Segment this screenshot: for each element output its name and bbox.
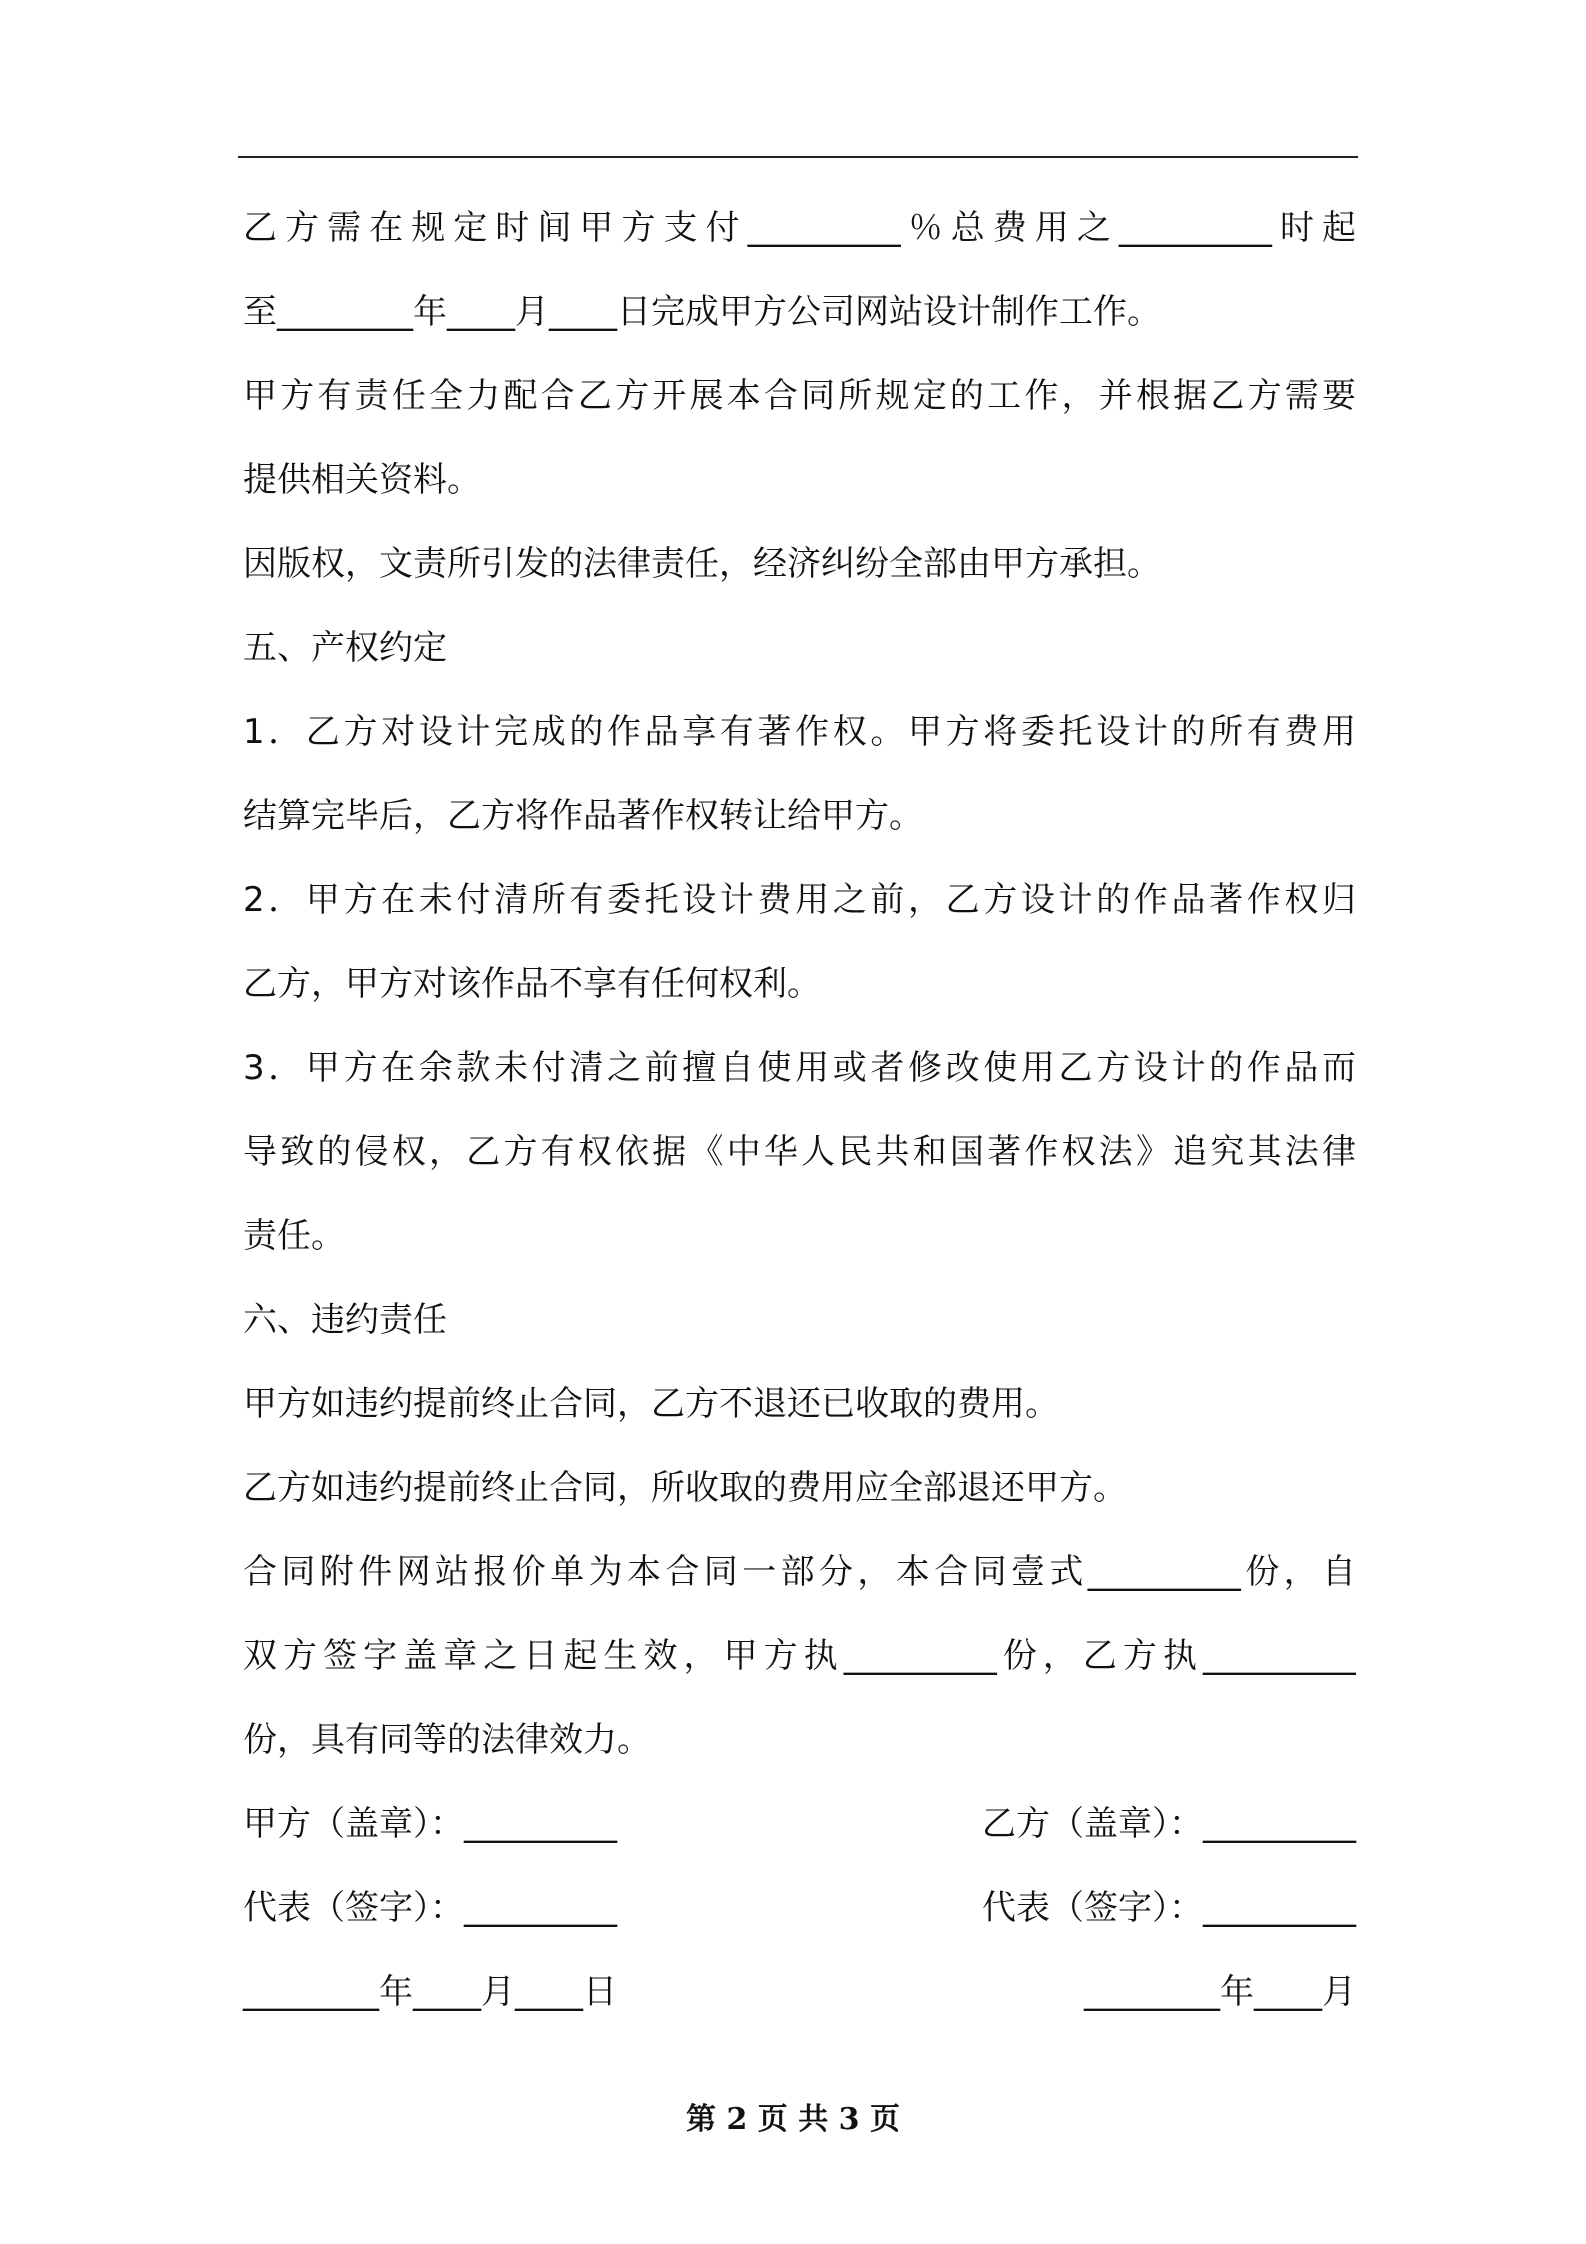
seal-row [243,1782,1356,1866]
paragraph-line: 甲方如违约提前终止合同，乙方不退还已收取的费用。 [243,1384,1059,1424]
paragraph-line: 提供相关资料。 [243,460,481,500]
section-heading: 五、产权约定 [243,628,447,668]
paragraph-line: 因版权，文责所引发的法律责任，经济纠纷全部由甲方承担。 [243,544,1161,584]
party-a-representative: 代表（签字）：_________ [243,1888,617,1928]
page-number: 第 2 页 共 3 页 [686,2102,900,2137]
party-a-seal: 甲方（盖章）：_________ [243,1804,617,1844]
document-body [243,186,1356,2034]
party-b-representative: 代表（签字）：_________ [982,1888,1356,1928]
paragraph-line: 导致的侵权，乙方有权依据《中华人民共和国著作权法》追究其法律 [243,1132,1356,1172]
date-row [243,1950,1356,2034]
paragraph-line: 3．甲方在余款未付清之前擅自使用或者修改使用乙方设计的作品而 [243,1048,1356,1088]
party-b-seal: 乙方（盖章）：_________ [982,1804,1356,1844]
paragraph-line: 2．甲方在未付清所有委托设计费用之前，乙方设计的作品著作权归 [243,880,1356,920]
paragraph-line: 乙方，甲方对该作品不享有任何权利。 [243,964,821,1004]
paragraph-line: 结算完毕后，乙方将作品著作权转让给甲方。 [243,796,923,836]
party-b-date: ________年____月 [1084,1972,1356,2012]
header-rule [238,156,1358,158]
paragraph-line: 至________年____月____日完成甲方公司网站设计制作工作。 [243,292,1161,332]
paragraph-line: 乙方如违约提前终止合同，所收取的费用应全部退还甲方。 [243,1468,1127,1508]
party-a-date: ________年____月____日 [243,1972,617,2012]
paragraph-line: 甲方有责任全力配合乙方开展本合同所规定的工作，并根据乙方需要 [243,376,1356,416]
paragraph-line: 乙方需在规定时间甲方支付_________％总费用之_________时起 [243,208,1356,248]
paragraph-line: 合同附件网站报价单为本合同一部分，本合同壹式_________份，自 [243,1552,1356,1592]
representative-row [243,1866,1356,1950]
paragraph-line: 双方签字盖章之日起生效，甲方执_________份，乙方执_________ [243,1636,1356,1676]
section-heading: 六、违约责任 [243,1300,447,1340]
paragraph-line: 份，具有同等的法律效力。 [243,1720,651,1760]
paragraph-line: 1．乙方对设计完成的作品享有著作权。甲方将委托设计的所有费用 [243,712,1356,752]
paragraph-line: 责任。 [243,1216,345,1256]
